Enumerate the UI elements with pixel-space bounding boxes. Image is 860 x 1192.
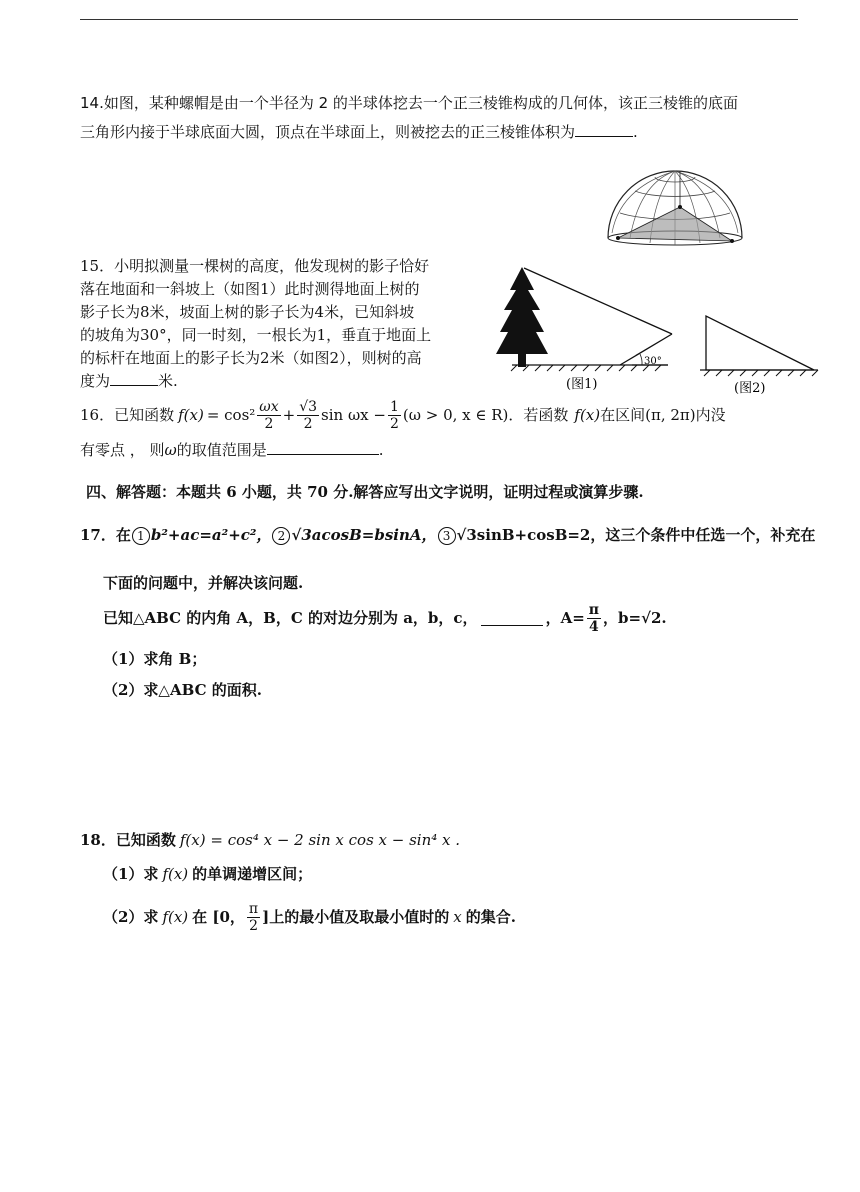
q18-frac — [247, 901, 260, 934]
q15-line2: 落在地面和一斜坡上（如图1）此时测得地面上树的 — [80, 280, 420, 298]
q17-line3-c: ，b=√2. — [603, 609, 667, 627]
q16-f: f(x) — [178, 406, 204, 424]
q15-line4: 的坡角为30°，同一时刻，一根长为1，垂直于地面上 — [80, 326, 432, 344]
q18-part1-b: 的单调递增区间； — [192, 865, 313, 883]
q18-frac-den: 2 — [249, 917, 258, 934]
q17-line3-b: ，A= — [545, 609, 585, 627]
q18-part2-f: f(x) — [162, 908, 189, 926]
q16-line2-prefix: 有零点 ， 则 — [80, 441, 165, 459]
q16-frac1-num: ωx — [259, 398, 279, 415]
fig2-caption: (图2) — [734, 381, 766, 396]
q16-f2: f(x) — [574, 406, 601, 424]
pole-figure — [700, 312, 820, 397]
q16-mid: sin ωx − — [321, 406, 386, 424]
q18-part2-d: 的集合. — [465, 908, 516, 926]
q16-frac2-num: √3 — [299, 398, 318, 415]
q17-line3-a: 已知△ABC 的内角 A，B，C 的对边分别为 a，b，c， — [103, 609, 478, 627]
q14-end: . — [633, 123, 638, 141]
q16-omega: ω — [164, 441, 177, 459]
q14-answer-blank[interactable] — [575, 122, 633, 137]
q17-A-frac — [587, 602, 601, 635]
q16-prefix: 16．已知函数 — [80, 406, 175, 424]
q16-plus: + — [282, 406, 296, 424]
q17-A-den: 4 — [589, 618, 599, 635]
q17-condition-blank[interactable] — [481, 611, 543, 626]
q15-last-suffix: 米. — [158, 372, 178, 390]
q16-frac2 — [297, 399, 319, 432]
q17-circle-1: 1 — [132, 527, 150, 545]
q16-frac1-den: 2 — [264, 415, 274, 432]
q17-cond3: √3sinB+cosB=2，这三个条件中任选一个，补充在 — [456, 526, 816, 544]
q16-answer-blank[interactable] — [267, 440, 379, 455]
q15-line1: 15．小明拟测量一棵树的高度，他发现树的影子恰好 — [80, 257, 430, 275]
q17-part2: （2）求△ABC 的面积. — [103, 681, 262, 699]
q18-expr: f(x) = cos⁴ x − 2 sin x cos x − sin⁴ x . — [179, 831, 461, 849]
hemisphere-figure — [600, 163, 750, 248]
q15-last-prefix: 度为 — [80, 372, 111, 390]
q17-cond2: √3acosB=bsinA， — [291, 526, 437, 544]
q18-part2-x: x — [453, 908, 462, 926]
q17-line3 — [103, 600, 667, 636]
q18-part1 — [103, 863, 312, 885]
q16-tail2: 内没 — [695, 406, 726, 424]
q16-interval: (π, 2π) — [645, 406, 696, 424]
q17-part1: （1）求角 B； — [103, 650, 207, 668]
q17-num: 17．在 — [80, 526, 131, 544]
header-rule — [80, 19, 798, 20]
q16-frac3-num: 1 — [389, 398, 399, 415]
q18-part1-a: （1）求 — [103, 865, 159, 883]
q15-line5: 的标杆在地面上的影子长为2米（如图2），则树的高 — [80, 349, 422, 367]
slope-angle-label: 30° — [644, 356, 662, 367]
section4-header: 四、解答题：本题共 6 小题，共 70 分.解答应写出文字说明，证明过程或演算步骤. — [86, 483, 644, 501]
q14-line1: 14.如图，某种螺帽是由一个半径为 2 的半球体挖去一个正三棱锥构成的几何体，该正三棱锥的底面 — [80, 94, 738, 112]
q14-line2-text: 三角形内接于半球底面大圆，顶点在半球面上，则被挖去的正三棱锥体积为 — [80, 123, 576, 141]
q16-end: . — [378, 441, 384, 459]
q16-frac1 — [257, 399, 280, 432]
q16-eq: = cos² — [206, 406, 256, 424]
q17-A-num: π — [588, 601, 600, 618]
q17-circle-3: 3 — [438, 527, 456, 545]
q16-frac3-den: 2 — [389, 415, 399, 432]
q15-line6 — [80, 370, 178, 392]
q18-part1-f: f(x) — [162, 865, 189, 883]
q16-tail: 在区间 — [600, 406, 646, 424]
q18-part2 — [103, 897, 516, 937]
q14-line2 — [80, 121, 638, 143]
q17-circle-2: 2 — [272, 527, 290, 545]
q18-prefix: 18．已知函数 — [80, 831, 176, 849]
q15-answer-blank[interactable] — [110, 371, 158, 386]
q16-line1 — [80, 398, 726, 432]
q15-line3: 影子长为8米，坡面上树的影子长为4米，已知斜坡 — [80, 303, 415, 321]
q18-part2-a: （2）求 — [103, 908, 159, 926]
q16-line2 — [80, 439, 384, 461]
q16-cond: (ω > 0, x ∈ R)．若函数 — [402, 406, 569, 424]
q16-frac3 — [388, 399, 401, 432]
q17-line1 — [80, 524, 815, 546]
q17-line2: 下面的问题中，并解决该问题. — [103, 574, 304, 592]
tree-slope-figure — [482, 262, 687, 397]
q18-frac-num: π — [248, 900, 259, 917]
q18-part2-b: 在 [0， — [192, 908, 245, 926]
q18-line1 — [80, 829, 460, 851]
q17-cond1: b²+ac=a²+c²， — [150, 526, 272, 544]
fig1-caption: (图1) — [566, 377, 598, 392]
q16-line2-mid: 的取值范围是 — [176, 441, 267, 459]
q16-frac2-den: 2 — [303, 415, 313, 432]
q18-part2-c: ]上的最小值及取最小值时的 — [262, 908, 450, 926]
